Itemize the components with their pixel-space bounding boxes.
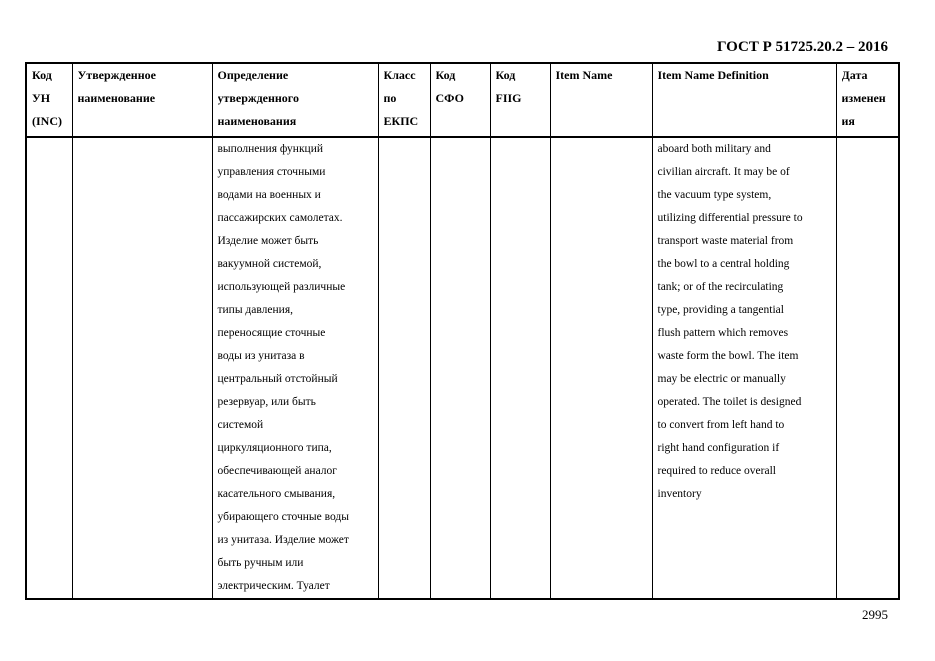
cell-approved-name: [72, 137, 212, 599]
header-line: (INC): [32, 114, 62, 128]
cell-text-line: may be electric or manually: [657, 373, 786, 385]
header-line: наименование: [77, 91, 156, 105]
header-approved-name: [72, 63, 212, 137]
cell-text-line: aboard both military and: [657, 143, 771, 155]
header-fiig-code: [490, 63, 550, 137]
header-line: Код: [435, 68, 456, 82]
header-line: Класс: [383, 68, 416, 82]
cell-inc: [26, 137, 72, 599]
header-line: Item Name Definition: [657, 68, 769, 82]
header-line: УН: [32, 91, 51, 105]
cell-text-line: operated. The toilet is designed: [657, 396, 802, 408]
cell-text-line: flush pattern which removes: [657, 327, 789, 339]
cell-text-line: tank; or of the recirculating: [657, 281, 784, 293]
header-line: Утвержденное: [77, 68, 156, 82]
cell-text-line: waste form the bowl. The item: [657, 350, 799, 362]
header-line: СФО: [435, 91, 464, 105]
cell-text-line: required to reduce overall: [657, 465, 776, 477]
cell-text-line: убирающего сточные воды: [217, 511, 349, 523]
header-item-name-definition: [652, 63, 836, 137]
header-line: Определение: [217, 68, 289, 82]
cell-text-line: type, providing a tangential: [657, 304, 784, 316]
cell-text-line: центральный отстойный: [217, 373, 338, 385]
cell-ekps-class: [378, 137, 430, 599]
cell-text-line: использующей различные: [217, 281, 346, 293]
cell-text-line: водами на военных и: [217, 189, 321, 201]
cell-text-line: transport waste material from: [657, 235, 794, 247]
header-inc: [26, 63, 72, 137]
cell-text-line: inventory: [657, 488, 702, 500]
cell-text-line: резервуар, или быть: [217, 396, 316, 408]
table-row: [26, 137, 899, 599]
header-change-date: [836, 63, 899, 137]
header-line: Item Name: [555, 68, 613, 82]
header-line: утвержденного: [217, 91, 299, 105]
cell-item-name: [550, 137, 652, 599]
header-line: Код: [32, 68, 52, 82]
cell-text-line: the bowl to a central holding: [657, 258, 790, 270]
cell-text-line: быть ручным или: [217, 557, 304, 569]
header-line: Код: [495, 68, 516, 82]
header-line: FIIG: [495, 91, 522, 105]
cell-text-line: воды из унитаза в: [217, 350, 305, 362]
cell-text-line: переносящие сточные: [217, 327, 326, 339]
cell-text-line: civilian aircraft. It may be of: [657, 166, 790, 178]
document-id: ГОСТ Р 51725.20.2 – 2016: [716, 39, 888, 55]
header-line: Дата: [841, 68, 868, 82]
cell-fiig-code: [490, 137, 550, 599]
header-line: по: [383, 91, 397, 105]
cell-text-line: касательного смывания,: [217, 488, 336, 500]
cell-text-line: управления сточными: [217, 166, 326, 178]
header-line: наименования: [217, 114, 297, 128]
cell-text-line: вакуумной системой,: [217, 258, 322, 270]
cell-text-line: Изделие может быть: [217, 235, 319, 247]
cell-text-line: right hand configuration if: [657, 442, 780, 454]
cell-text-line: to convert from left hand to: [657, 419, 785, 431]
header-line: изменен: [841, 91, 886, 105]
header-line: ЕКПС: [383, 114, 419, 128]
cell-text-line: пассажирских самолетах.: [217, 212, 343, 224]
header-sfo-code: [430, 63, 490, 137]
cell-text-line: типы давления,: [217, 304, 293, 316]
cell-change-date: [836, 137, 899, 599]
table-header-row: [26, 63, 899, 137]
header-line: ия: [841, 114, 855, 128]
cell-item-name-definition: [652, 137, 836, 599]
cell-text-line: обеспечивающей аналог: [217, 465, 337, 477]
page-number: 2995: [862, 607, 888, 622]
cell-text-line: из унитаза. Изделие может: [217, 534, 349, 546]
cell-definition-ru: [212, 137, 378, 599]
cell-sfo-code: [430, 137, 490, 599]
header-definition-ru: [212, 63, 378, 137]
cell-text-line: системой: [217, 419, 264, 431]
cell-text-line: выполнения функций: [217, 143, 323, 155]
cell-text-line: utilizing differential pressure to: [657, 212, 803, 224]
cell-text-line: циркуляционного типа,: [217, 442, 332, 454]
catalog-table: [25, 62, 900, 600]
header-ekps-class: [378, 63, 430, 137]
cell-text-line: the vacuum type system,: [657, 189, 772, 201]
cell-text-line: электрическим. Туалет: [217, 580, 330, 592]
header-item-name: [550, 63, 652, 137]
